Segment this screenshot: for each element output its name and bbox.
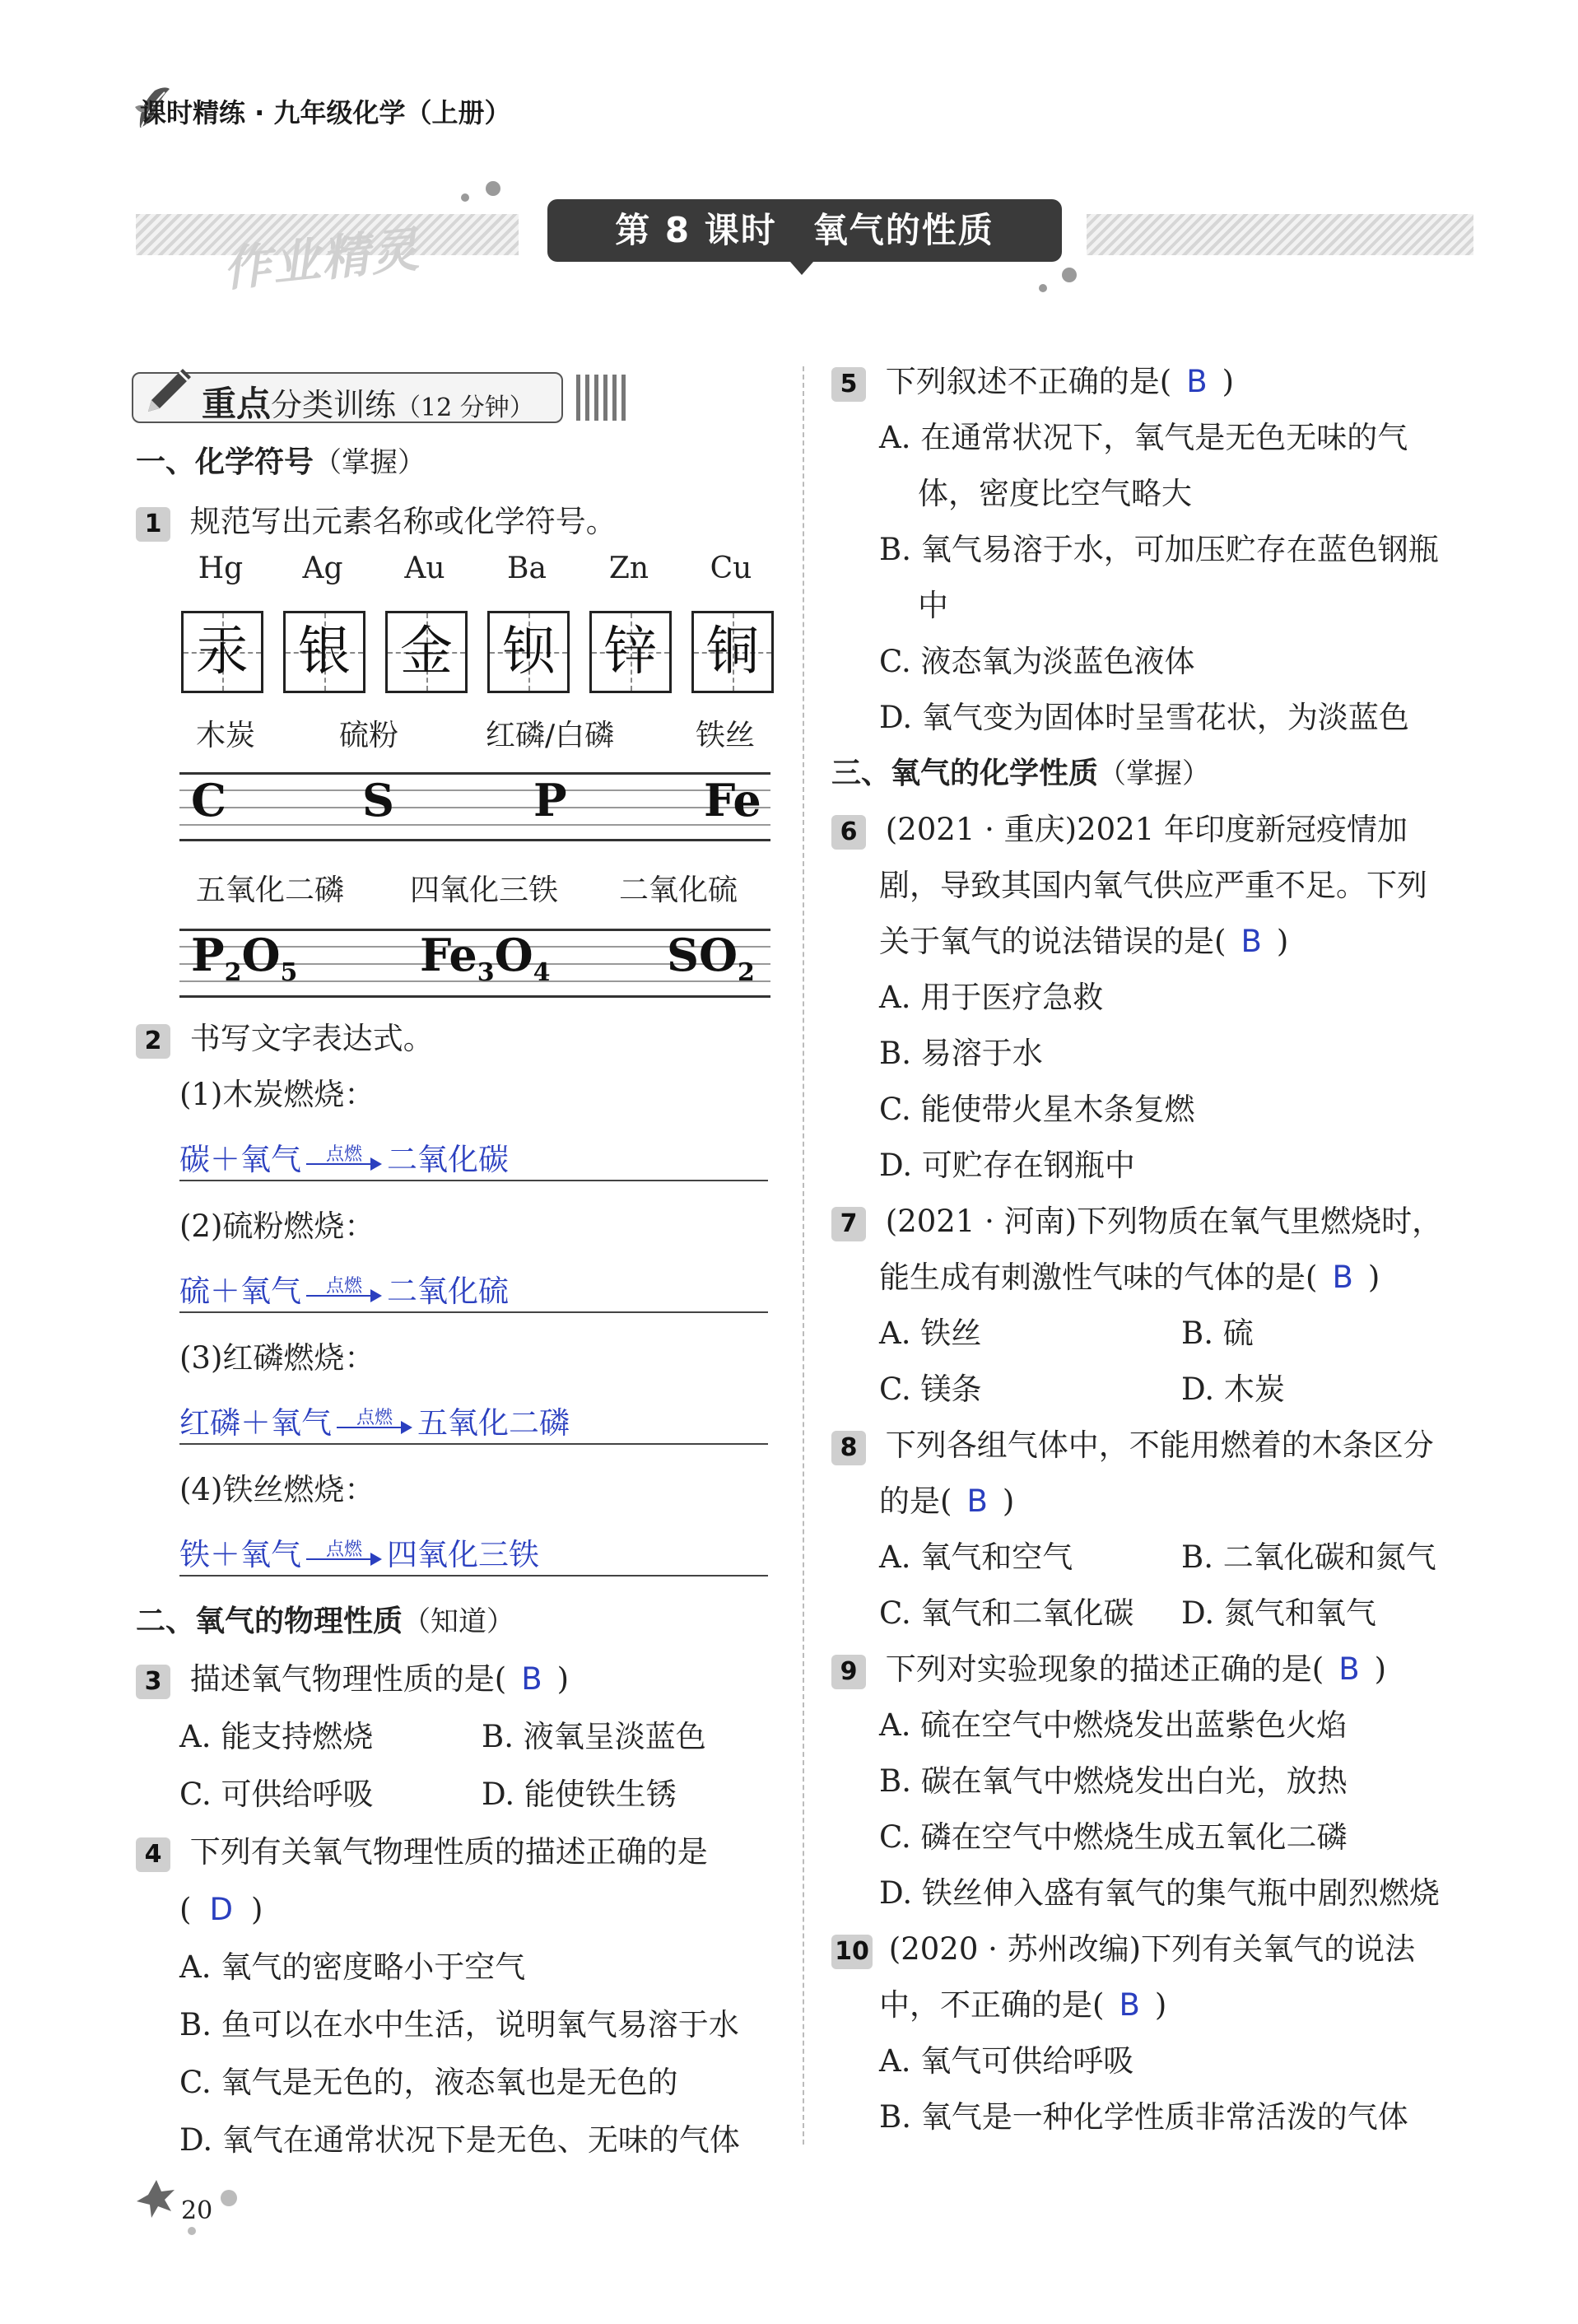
question-number: 9: [831, 1655, 866, 1689]
answer-mark: B: [1332, 1260, 1353, 1295]
question-stem-line2: 中，不正确的是( B ): [879, 1987, 1167, 2023]
option-a: A. 氧气和空气: [879, 1539, 1073, 1575]
question-number: 4: [136, 1837, 170, 1872]
decor-dot: [461, 193, 469, 202]
page-number: 20: [181, 2196, 213, 2225]
name-box-hg: 汞: [181, 611, 263, 693]
section-box-rest: 分类训练: [271, 387, 397, 423]
option-d: D. 铁丝伸入盛有氧气的集气瓶中剧烈燃烧: [879, 1875, 1440, 1911]
name-box-cu: 铜: [691, 611, 774, 693]
leaf-footer-icon: [132, 2173, 181, 2226]
question-number: 10: [831, 1935, 873, 1969]
label-p2o5: 五氧化二磷: [196, 873, 345, 907]
answer-p: P: [533, 774, 567, 827]
question-stem: 下列有关氧气物理性质的描述正确的是: [189, 1834, 708, 1870]
option-a: A. 氧气的密度略小于空气: [179, 1949, 526, 1985]
option-b: B. 二氧化碳和氮气: [1181, 1539, 1436, 1575]
question-8: [831, 1426, 1434, 1465]
answer-mark: B: [1338, 1651, 1360, 1687]
book-title: 课时精练 · 九年级化学（上册）: [140, 97, 511, 128]
element-symbols-row: [179, 552, 772, 601]
label-iron-wire: 铁丝: [696, 719, 756, 752]
answer-mark: B: [966, 1483, 988, 1519]
decor-dot: [188, 2227, 196, 2235]
section-3-title: 三、氧气的化学性质（掌握）: [831, 757, 1211, 790]
option-c: C. 液态氧为淡蓝色液体: [879, 644, 1195, 679]
banner-stripe-right: [1087, 214, 1473, 255]
section-1-title: 一、化学符号（掌握）: [136, 445, 426, 479]
decor-dot: [1039, 284, 1047, 292]
formula-so2: $SO_2$: [667, 929, 755, 987]
label-so2: 二氧化硫: [619, 873, 738, 907]
question-stem-line1: 下列各组气体中，不能用燃着的木条区分: [885, 1427, 1434, 1463]
symbol-cu: Cu: [710, 552, 752, 585]
question-2: [136, 1019, 434, 1059]
name-box-ba: 钡: [487, 611, 570, 693]
formula-p2o5: $P_2O_5$: [191, 929, 298, 987]
symbol-hg: Hg: [198, 552, 244, 585]
question-4: [136, 1833, 708, 1872]
option-b: B. 硫: [1181, 1316, 1254, 1351]
q2-item-1-label: (1)木炭燃烧：: [179, 1077, 375, 1112]
option-b-line2: 中: [918, 588, 948, 623]
option-a: A. 用于医疗急救: [879, 980, 1104, 1015]
decor-dot: [486, 181, 500, 196]
pen-icon: [140, 362, 198, 423]
section-box-time: （12 分钟）: [396, 394, 534, 422]
symbol-zn: Zn: [608, 552, 649, 585]
question-3: 3 描述氧气物理性质的是( B ): [136, 1660, 569, 1699]
option-a-line1: A. 在通常状况下，氧气是无色无味的气: [879, 420, 1408, 455]
option-c: C. 能使带火星木条复燃: [879, 1092, 1195, 1127]
question-7: [831, 1202, 1442, 1241]
answer-lines-1: [179, 772, 770, 841]
option-d: D. 木炭: [1181, 1372, 1285, 1407]
label-sulfur: 硫粉: [339, 719, 399, 752]
q2-item-2-answer: 硫＋氧气 点燃 二氧化硫: [179, 1272, 768, 1313]
option-c: C. 可供给呼吸: [179, 1777, 374, 1812]
option-b: B. 液氧呈淡蓝色: [482, 1719, 706, 1754]
symbol-au: Au: [404, 552, 445, 585]
question-number: 1: [136, 507, 170, 542]
label-phosphorus: 红磷/白磷: [486, 719, 615, 752]
question-stem: 描述氧气物理性质的是(: [189, 1661, 507, 1697]
question-10: [831, 1930, 1415, 1969]
label-charcoal: 木炭: [196, 719, 256, 752]
answer-c: C: [191, 774, 226, 827]
option-a: A. 铁丝: [879, 1316, 982, 1351]
name-box-zn: 锌: [589, 611, 672, 693]
option-d: D. 可贮存在钢瓶中: [879, 1148, 1135, 1183]
lesson-pointer: [790, 262, 813, 275]
answer-mark: B: [521, 1661, 542, 1697]
question-number: 6: [831, 815, 866, 850]
question-stem: 规范写出元素名称或化学符号。: [189, 504, 617, 539]
option-d: D. 能使铁生锈: [482, 1777, 677, 1812]
question-number: 2: [136, 1024, 170, 1059]
question-stem-line2: 剧，导致其国内氧气供应严重不足。下列: [879, 868, 1427, 903]
q2-item-4-answer: 铁＋氧气 点燃 四氧化三铁: [179, 1535, 768, 1577]
name-box-ag: 银: [283, 611, 365, 693]
option-a: A. 氧气可供给呼吸: [879, 2043, 1134, 2079]
answer-s: S: [362, 774, 394, 827]
arrow-icon: 点燃: [306, 1272, 382, 1311]
q2-item-1-answer: 碳＋氧气 点燃 二氧化碳: [179, 1140, 768, 1181]
question-6: [831, 810, 1408, 850]
q2-item-3-answer: 红磷＋氧气 点燃 五氧化二磷: [179, 1404, 768, 1445]
question-number: 5: [831, 367, 866, 402]
section-box-title: [202, 377, 534, 426]
question-stem-line1: (2020 · 苏州改编)下列有关氧气的说法: [888, 1931, 1416, 1967]
question-9: 9 下列对实验现象的描述正确的是( B ): [831, 1650, 1386, 1689]
answer-fe: Fe: [704, 774, 761, 827]
question-stem-line2: 的是( B ): [879, 1483, 1015, 1519]
question-stem-line2: 能生成有刺激性气味的气体的是( B ): [879, 1260, 1380, 1295]
question-number: 3: [136, 1665, 170, 1699]
answer-mark: B: [1241, 924, 1262, 959]
option-d: D. 氧气在通常状况下是无色、无味的气体: [179, 2122, 740, 2158]
option-a: A. 硫在空气中燃烧发出蓝紫色火焰: [879, 1707, 1348, 1743]
question-number: 7: [831, 1207, 866, 1241]
option-c: C. 磷在空气中燃烧生成五氧化二磷: [879, 1819, 1348, 1855]
option-d: D. 氮气和氧气: [1181, 1595, 1376, 1631]
question-4-bracket: ( D ): [179, 1892, 263, 1927]
question-1: [136, 502, 617, 542]
name-box-au: 金: [385, 611, 468, 693]
column-divider: [803, 366, 804, 2145]
question-stem-line1: (2021 · 重庆)2021 年印度新冠疫情加: [885, 812, 1408, 847]
option-d: D. 氧气变为固体时呈雪花状，为淡蓝色: [879, 700, 1409, 735]
question-stem: 书写文字表达式。: [189, 1021, 434, 1056]
q2-item-2-label: (2)硫粉燃烧：: [179, 1209, 375, 1244]
decor-bars: [576, 375, 626, 421]
option-b: B. 鱼可以在水中生活，说明氧气易溶于水: [179, 2007, 739, 2042]
option-c: C. 氧气是无色的，液态氧也是无色的: [179, 2065, 678, 2100]
formula-fe3o4: $Fe_3O_4$: [420, 929, 551, 987]
symbol-ag: Ag: [302, 552, 343, 585]
question-stem: 下列对实验现象的描述正确的是(: [885, 1651, 1324, 1687]
question-stem: 下列叙述不正确的是(: [885, 364, 1172, 399]
label-fe3o4: 四氧化三铁: [410, 873, 559, 907]
lesson-title: 第 8 课时 氧气的性质: [547, 199, 1062, 262]
arrow-icon: 点燃: [306, 1140, 382, 1180]
option-a-line2: 体，密度比空气略大: [918, 476, 1192, 511]
option-a: A. 能支持燃烧: [179, 1719, 374, 1754]
decor-dot: [1062, 268, 1077, 282]
question-stem-line3: 关于氧气的说法错误的是( B ): [879, 924, 1289, 959]
arrow-icon: 点燃: [306, 1535, 382, 1575]
answer-mark: D: [209, 1892, 233, 1927]
answer-mark: B: [1186, 364, 1208, 399]
question-stem-line1: (2021 · 河南)下列物质在氧气里燃烧时，: [885, 1204, 1443, 1239]
brand-watermark: 作业精灵: [220, 221, 423, 298]
option-c: C. 镁条: [879, 1372, 982, 1407]
question-number: 8: [831, 1431, 866, 1465]
option-b-line1: B. 氧气易溶于水，可加压贮存在蓝色钢瓶: [879, 532, 1439, 567]
question-5: 5 下列叙述不正确的是( B ): [831, 362, 1234, 402]
q2-item-3-label: (3)红磷燃烧：: [179, 1340, 375, 1376]
section-box-bold: 重点: [202, 384, 272, 424]
option-b: B. 碳在氧气中燃烧发出白光，放热: [879, 1763, 1348, 1799]
decor-dot: [221, 2190, 237, 2206]
arrow-icon: 点燃: [337, 1404, 412, 1443]
option-c: C. 氧气和二氧化碳: [879, 1595, 1134, 1631]
answer-mark: B: [1119, 1987, 1140, 2023]
symbol-ba: Ba: [507, 552, 547, 585]
option-b: B. 易溶于水: [879, 1036, 1043, 1071]
section-2-title: 二、氧气的物理性质（知道）: [136, 1604, 515, 1638]
option-b: B. 氧气是一种化学性质非常活泼的气体: [879, 2099, 1408, 2135]
q2-item-4-label: (4)铁丝燃烧：: [179, 1472, 375, 1507]
